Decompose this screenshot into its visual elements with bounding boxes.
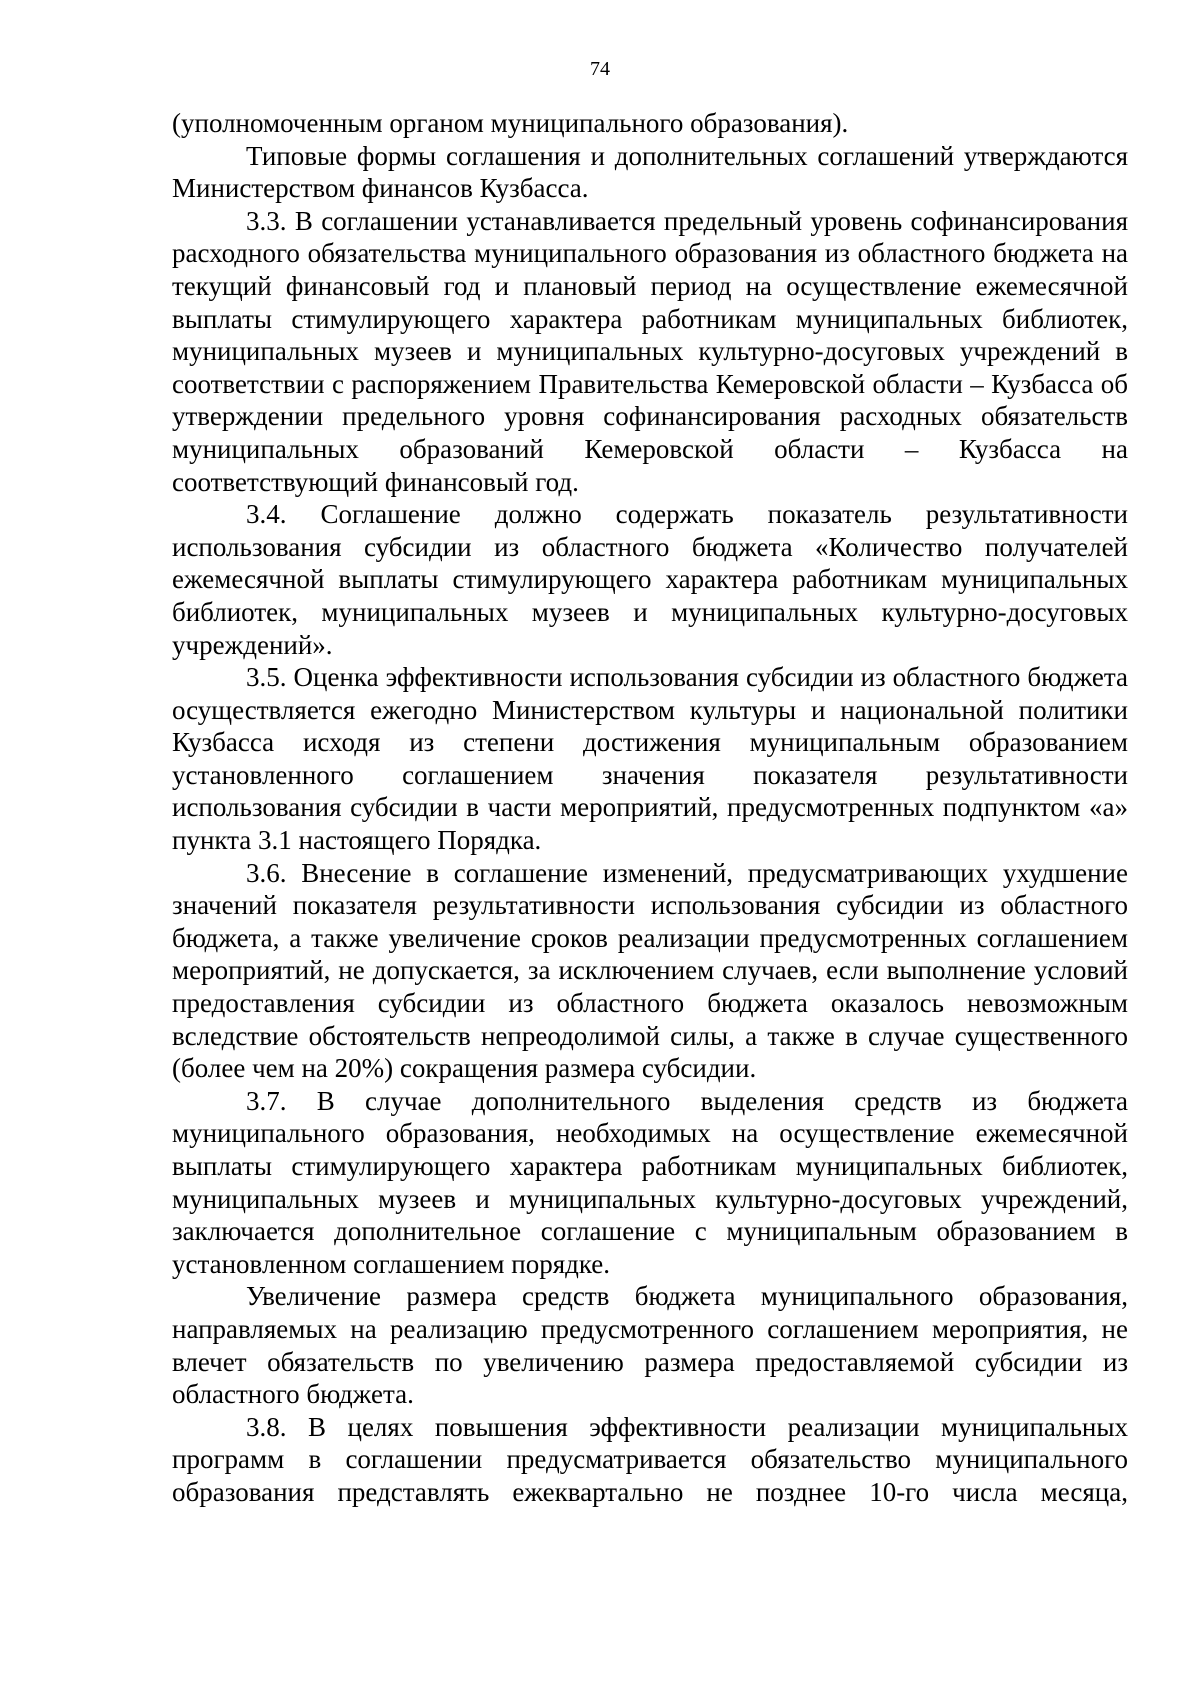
paragraph-3-6: 3.6. Внесение в соглашение изменений, предусматривающих ухудшение значений показателя результативности использования субсидии из областного бюджета, а также увеличение сроков реализации предусмотренных соглашением мероприятий, не допускается, за исключением случаев, если выполнение условий предоставления субсидии из областного бюджета оказалось невозможным вследствие обстоятельств непреодолимой силы, а также в случае существенного (более чем на 20%) сокращения размера субсидии. (172, 857, 1128, 1084)
page-number: 74 (590, 58, 610, 80)
paragraph-3-5: 3.5. Оценка эффективности использования субсидии из областного бюджета осуществляется ежегодно Министерством культуры и национальной политики Кузбасса исходя из степени достижения муниципальным образованием установленного соглашением значения показателя результативности использования субсидии в части мероприятий, предусмотренных подпунктом «а» пункта 3.1 настоящего Порядка. (172, 662, 1128, 856)
paragraph-3-3: 3.3. В соглашении устанавливается предельный уровень софинансирования расходного обязательства муниципального образования из областного бюджета на текущий финансовый год и плановый период на осуществление ежемесячной выплаты стимулирующего характера работникам муниципальных библиотек, муниципальных музеев и муниципальных культурно-досуговых учреждений в соответствии с распоряжением Правительства Кемеровской области – Кузбасса об утверждении предельного уровня софинансирования расходных обязательств муниципальных образований Кемеровской области – Кузбасса на соответствующий финансовый год. (172, 205, 1128, 497)
paragraph-budget-increase: Увеличение размера средств бюджета муниципального образования, направляемых на реализацию предусмотренного соглашением мероприятия, не влечет обязательств по увеличению размера предоставляемой субсидии из областного бюджета. (172, 1281, 1128, 1410)
paragraph-standard-forms: Типовые формы соглашения и дополнительных соглашений утверждаются Министерством финансов Кузбасса. (172, 140, 1128, 204)
document-body (172, 107, 1128, 1509)
paragraph-3-8: 3.8. В целях повышения эффективности реализации муниципальных программ в соглашении предусматривается обязательство муниципального образования представлять ежеквартально не позднее 10-го числа месяца, (172, 1411, 1128, 1507)
paragraph-3-7: 3.7. В случае дополнительного выделения средств из бюджета муниципального образования, необходимых на осуществление ежемесячной выплаты стимулирующего характера работникам муниципальных библиотек, муниципальных музеев и муниципальных культурно-досуговых учреждений, заключается дополнительное соглашение с муниципальным образованием в установленном соглашением порядке. (172, 1085, 1128, 1279)
paragraph-3-4: 3.4. Соглашение должно содержать показатель результативности использования субсидии из областного бюджета «Количество получателей ежемесячной выплаты стимулирующего характера работникам муниципальных библиотек, муниципальных музеев и муниципальных культурно-досуговых учреждений». (172, 499, 1128, 660)
paragraph-authorized-body: (уполномоченным органом муниципального образования). (172, 108, 849, 138)
